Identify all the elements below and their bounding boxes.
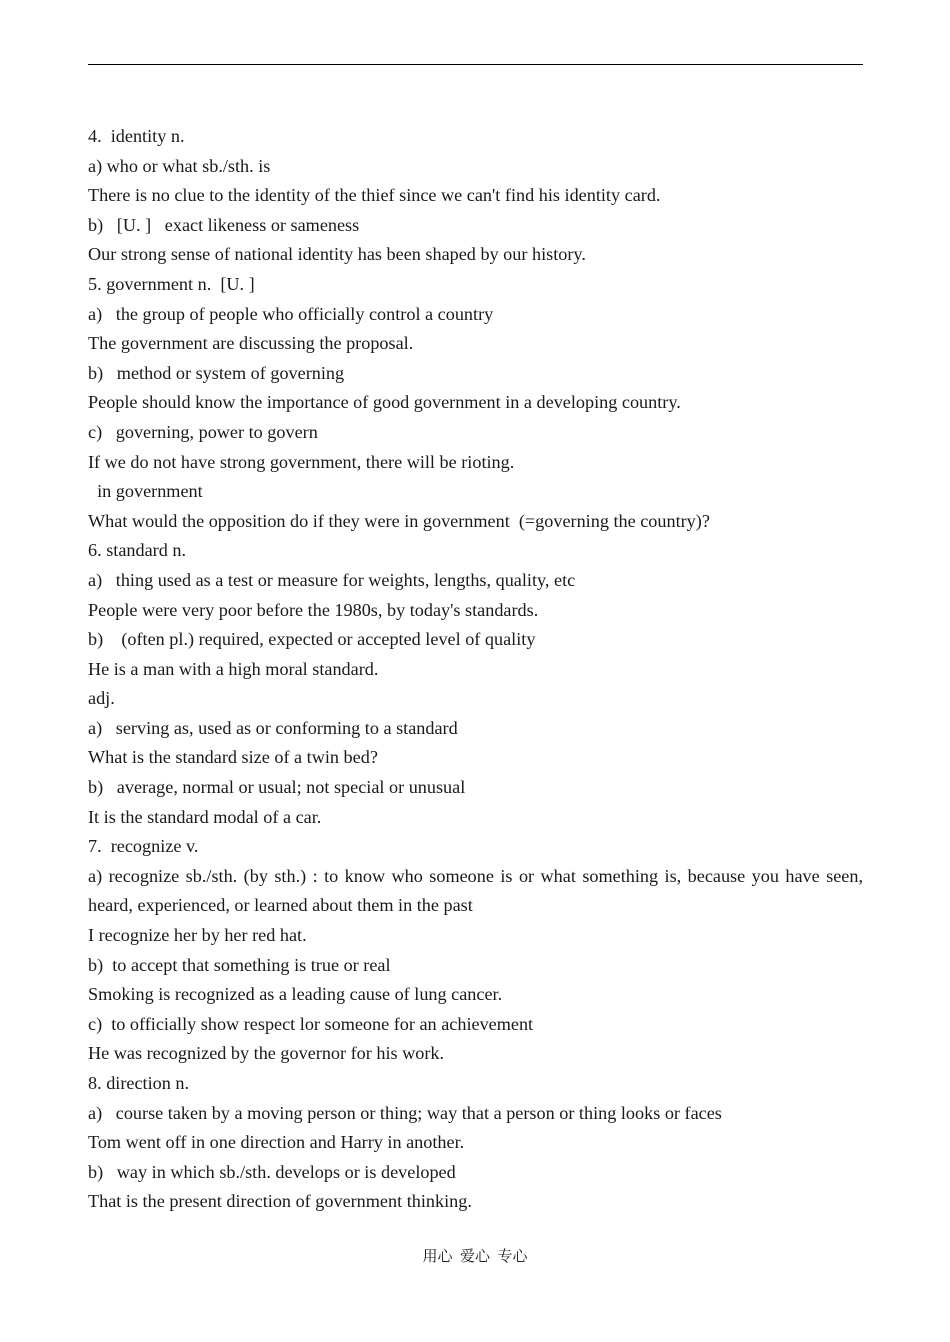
example-sentence: The government are discussing the proposal. bbox=[88, 333, 414, 354]
example-sentence: Smoking is recognized as a leading cause of lung cancer. bbox=[88, 984, 503, 1005]
example-sentence: People should know the importance of good government in a developing country. bbox=[88, 392, 681, 413]
example-sentence: People were very poor before the 1980s, by today's standards. bbox=[88, 599, 539, 620]
definition-line: a) the group of people who officially control a country bbox=[88, 303, 494, 324]
definition-line: a) course taken by a moving person or thing; way that a person or thing looks or faces bbox=[88, 1102, 722, 1123]
example-sentence: I recognize her by her red hat. bbox=[88, 925, 307, 946]
definition-line: b) [U. ] exact likeness or sameness bbox=[88, 214, 360, 235]
definition-line: b) way in which sb./sth. develops or is developed bbox=[88, 1161, 456, 1182]
definition-line: c) to officially show respect lor someone for an achievement bbox=[88, 1013, 534, 1034]
example-sentence: What is the standard size of a twin bed? bbox=[88, 747, 378, 768]
entry-heading-recognize: 7. recognize v. bbox=[88, 836, 199, 857]
example-sentence: Tom went off in one direction and Harry in another. bbox=[88, 1132, 465, 1153]
phrase-line: in government bbox=[88, 481, 203, 502]
example-sentence: What would the opposition do if they were in government (=governing the country)? bbox=[88, 510, 710, 531]
example-sentence: It is the standard modal of a car. bbox=[88, 806, 322, 827]
entry-heading-standard: 6. standard n. bbox=[88, 540, 186, 561]
definition-line: c) governing, power to govern bbox=[88, 421, 318, 442]
example-sentence: If we do not have strong government, there will be rioting. bbox=[88, 451, 515, 472]
entry-heading-direction: 8. direction n. bbox=[88, 1073, 190, 1093]
definition-line: b) method or system of governing bbox=[88, 362, 345, 383]
definition-line: a) who or what sb./sth. is bbox=[88, 155, 271, 176]
example-sentence: There is no clue to the identity of the thief since we can't find his identity card. bbox=[88, 185, 661, 206]
definition-line: a) serving as, used as or conforming to a standard bbox=[88, 717, 458, 738]
definition-line: a) thing used as a test or measure for weights, lengths, quality, etc bbox=[88, 569, 576, 590]
document-body bbox=[88, 122, 863, 1217]
definition-paragraph: a) recognize sb./sth. (by sth.) : to know who someone is or what something is, because you have seen, heard, experienced, or learned about them in the past bbox=[88, 865, 863, 916]
entry-heading-identity: 4. identity n. bbox=[88, 126, 185, 146]
page-footer: 用心 爱心 专心 bbox=[422, 1249, 528, 1265]
example-sentence: That is the present direction of government thinking. bbox=[88, 1191, 472, 1212]
header-rule bbox=[88, 64, 863, 65]
entry-heading-government: 5. government n. [U. ] bbox=[88, 273, 255, 294]
example-sentence: Our strong sense of national identity has been shaped by our history. bbox=[88, 244, 586, 265]
example-sentence: He was recognized by the governor for his work. bbox=[88, 1043, 445, 1064]
example-sentence: He is a man with a high moral standard. bbox=[88, 658, 379, 679]
definition-line: b) to accept that something is true or real bbox=[88, 954, 391, 975]
definition-line: b) (often pl.) required, expected or accepted level of quality bbox=[88, 629, 536, 650]
definition-line: b) average, normal or usual; not special or unusual bbox=[88, 777, 466, 798]
part-of-speech-line: adj. bbox=[88, 688, 115, 709]
